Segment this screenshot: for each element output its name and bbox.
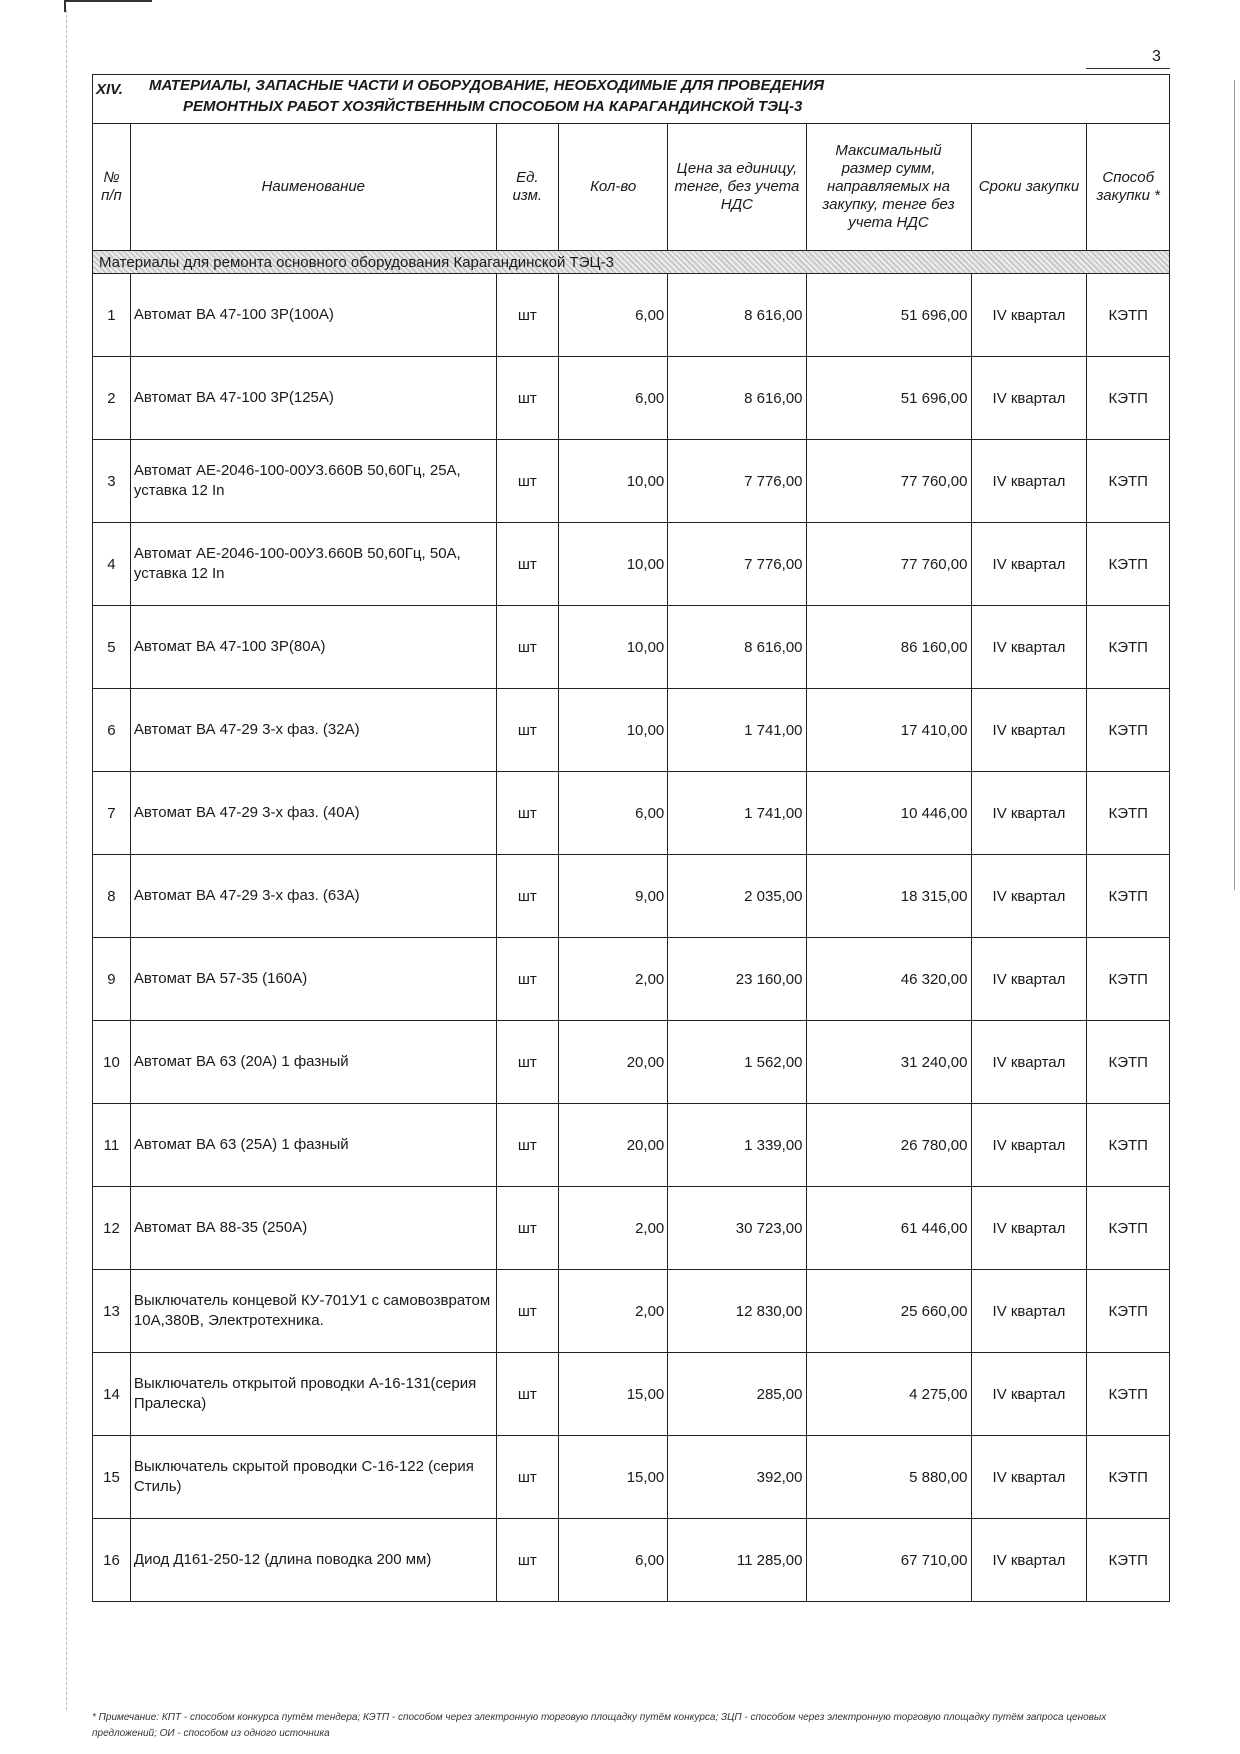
cell-name: Автомат ВА 47-29 3-х фаз. (63А) (130, 855, 496, 938)
cell-max: 67 710,00 (806, 1519, 971, 1602)
cell-term: IV квартал (971, 523, 1087, 606)
header-num: № п/п (93, 124, 131, 251)
cell-method: КЭТП (1087, 1187, 1170, 1270)
cell-qty: 15,00 (559, 1436, 668, 1519)
cell-price: 1 741,00 (668, 689, 806, 772)
cell-max: 5 880,00 (806, 1436, 971, 1519)
table-row (93, 606, 1170, 689)
cell-name: Автомат ВА 88-35 (250А) (130, 1187, 496, 1270)
cell-unit: шт (496, 772, 558, 855)
cell-price: 8 616,00 (668, 274, 806, 357)
cell-method: КЭТП (1087, 1021, 1170, 1104)
header-max-sum: Максимальный размер сумм, направляемых на закупку, тенге без учета НДС (806, 124, 971, 251)
table-row (93, 772, 1170, 855)
cell-method: КЭТП (1087, 938, 1170, 1021)
cell-price: 30 723,00 (668, 1187, 806, 1270)
table-row (93, 357, 1170, 440)
category-row (93, 251, 1170, 274)
cell-term: IV квартал (971, 1021, 1087, 1104)
cell-qty: 2,00 (559, 1187, 668, 1270)
cell-method: КЭТП (1087, 1353, 1170, 1436)
cell-name: Диод Д161-250-12 (длина поводка 200 мм) (130, 1519, 496, 1602)
cell-max: 18 315,00 (806, 855, 971, 938)
cell-max: 4 275,00 (806, 1353, 971, 1436)
cell-name: Автомат ВА 63 (20А) 1 фазный (130, 1021, 496, 1104)
cell-qty: 10,00 (559, 523, 668, 606)
cell-max: 86 160,00 (806, 606, 971, 689)
cell-unit: шт (496, 1187, 558, 1270)
cell-qty: 2,00 (559, 1270, 668, 1353)
cell-name: Выключатель открытой проводки А-16-131(серия Пралеска) (130, 1353, 496, 1436)
cell-name: Автомат АЕ-2046-100-00У3.660В 50,60Гц, 25А, уставка 12 In (130, 440, 496, 523)
cell-unit: шт (496, 1436, 558, 1519)
table-row (93, 1021, 1170, 1104)
cell-method: КЭТП (1087, 357, 1170, 440)
table-row (93, 1436, 1170, 1519)
cell-unit: шт (496, 689, 558, 772)
table-row (93, 1104, 1170, 1187)
cell-qty: 20,00 (559, 1021, 668, 1104)
scan-corner-mark (64, 0, 152, 12)
cell-qty: 6,00 (559, 274, 668, 357)
cell-qty: 20,00 (559, 1104, 668, 1187)
cell-unit: шт (496, 357, 558, 440)
cell-name: Автомат АЕ-2046-100-00У3.660В 50,60Гц, 50А, уставка 12 In (130, 523, 496, 606)
table-row (93, 938, 1170, 1021)
cell-price: 7 776,00 (668, 523, 806, 606)
cell-method: КЭТП (1087, 855, 1170, 938)
cell-method: КЭТП (1087, 523, 1170, 606)
cell-term: IV квартал (971, 1519, 1087, 1602)
cell-name: Автомат ВА 63 (25А) 1 фазный (130, 1104, 496, 1187)
cell-num: 5 (93, 606, 131, 689)
cell-unit: шт (496, 1519, 558, 1602)
cell-max: 51 696,00 (806, 357, 971, 440)
table-row (93, 1270, 1170, 1353)
cell-price: 1 339,00 (668, 1104, 806, 1187)
cell-term: IV квартал (971, 606, 1087, 689)
cell-name: Автомат ВА 47-29 3-х фаз. (40А) (130, 772, 496, 855)
cell-method: КЭТП (1087, 606, 1170, 689)
header-method: Способ закупки * (1087, 124, 1170, 251)
cell-price: 12 830,00 (668, 1270, 806, 1353)
cell-price: 1 562,00 (668, 1021, 806, 1104)
table-row (93, 1187, 1170, 1270)
cell-num: 6 (93, 689, 131, 772)
cell-unit: шт (496, 1270, 558, 1353)
cell-max: 77 760,00 (806, 523, 971, 606)
cell-name: Автомат ВА 47-29 3-х фаз. (32А) (130, 689, 496, 772)
cell-max: 26 780,00 (806, 1104, 971, 1187)
cell-term: IV квартал (971, 1270, 1087, 1353)
cell-max: 31 240,00 (806, 1021, 971, 1104)
cell-name: Выключатель скрытой проводки С-16-122 (серия Стиль) (130, 1436, 496, 1519)
cell-num: 8 (93, 855, 131, 938)
cell-max: 46 320,00 (806, 938, 971, 1021)
cell-term: IV квартал (971, 1353, 1087, 1436)
cell-method: КЭТП (1087, 772, 1170, 855)
cell-price: 7 776,00 (668, 440, 806, 523)
cell-qty: 10,00 (559, 689, 668, 772)
cell-max: 17 410,00 (806, 689, 971, 772)
header-qty: Кол-во (559, 124, 668, 251)
cell-method: КЭТП (1087, 1436, 1170, 1519)
cell-max: 25 660,00 (806, 1270, 971, 1353)
cell-name: Автомат ВА 47-100 3Р(125А) (130, 357, 496, 440)
page-number-rule (1086, 68, 1170, 69)
cell-qty: 6,00 (559, 1519, 668, 1602)
cell-term: IV квартал (971, 1436, 1087, 1519)
cell-unit: шт (496, 440, 558, 523)
cell-price: 8 616,00 (668, 357, 806, 440)
cell-num: 4 (93, 523, 131, 606)
cell-unit: шт (496, 606, 558, 689)
cell-unit: шт (496, 1353, 558, 1436)
cell-name: Автомат ВА 57-35 (160А) (130, 938, 496, 1021)
header-name: Наименование (130, 124, 496, 251)
table-row (93, 855, 1170, 938)
cell-qty: 9,00 (559, 855, 668, 938)
cell-name: Автомат ВА 47-100 3Р(100А) (130, 274, 496, 357)
cell-name: Выключатель концевой КУ-701У1 с самовозвратом 10А,380В, Электротехника. (130, 1270, 496, 1353)
cell-unit: шт (496, 274, 558, 357)
cell-max: 51 696,00 (806, 274, 971, 357)
cell-price: 23 160,00 (668, 938, 806, 1021)
header-term: Сроки закупки (971, 124, 1087, 251)
section-header (92, 74, 1170, 124)
materials-table (92, 123, 1170, 1602)
cell-method: КЭТП (1087, 1104, 1170, 1187)
cell-price: 1 741,00 (668, 772, 806, 855)
cell-price: 285,00 (668, 1353, 806, 1436)
cell-max: 10 446,00 (806, 772, 971, 855)
header-price: Цена за единицу, тенге, без учета НДС (668, 124, 806, 251)
footnote: * Примечание: КПТ - способом конкурса путём тендера; КЭТП - способом через электронную торговую площадку путём конкурса; ЗЦП - способом через электронную торговую площадку путём запроса ценовых предложений; ОИ - способом из одного источника (92, 1712, 1107, 1739)
cell-num: 12 (93, 1187, 131, 1270)
cell-max: 77 760,00 (806, 440, 971, 523)
cell-qty: 6,00 (559, 772, 668, 855)
cell-num: 7 (93, 772, 131, 855)
cell-qty: 6,00 (559, 357, 668, 440)
cell-term: IV квартал (971, 1187, 1087, 1270)
cell-num: 1 (93, 274, 131, 357)
section-title-line-1: МАТЕРИАЛЫ, ЗАПАСНЫЕ ЧАСТИ И ОБОРУДОВАНИЕ, НЕОБХОДИМЫЕ ДЛЯ ПРОВЕДЕНИЯ (149, 77, 825, 94)
section-title (149, 75, 1049, 117)
cell-unit: шт (496, 523, 558, 606)
cell-unit: шт (496, 1021, 558, 1104)
cell-term: IV квартал (971, 689, 1087, 772)
cell-num: 16 (93, 1519, 131, 1602)
cell-num: 14 (93, 1353, 131, 1436)
table-header-row (93, 124, 1170, 251)
cell-term: IV квартал (971, 1104, 1087, 1187)
cell-num: 10 (93, 1021, 131, 1104)
cell-term: IV квартал (971, 938, 1087, 1021)
page-number: 3 (1152, 48, 1161, 65)
cell-qty: 2,00 (559, 938, 668, 1021)
cell-unit: шт (496, 1104, 558, 1187)
cell-term: IV квартал (971, 357, 1087, 440)
cell-qty: 15,00 (559, 1353, 668, 1436)
cell-method: КЭТП (1087, 440, 1170, 523)
cell-unit: шт (496, 938, 558, 1021)
table-row (93, 274, 1170, 357)
cell-num: 13 (93, 1270, 131, 1353)
cell-term: IV квартал (971, 440, 1087, 523)
cell-price: 8 616,00 (668, 606, 806, 689)
table-row (93, 689, 1170, 772)
cell-num: 2 (93, 357, 131, 440)
cell-max: 61 446,00 (806, 1187, 971, 1270)
cell-price: 2 035,00 (668, 855, 806, 938)
cell-price: 11 285,00 (668, 1519, 806, 1602)
cell-num: 9 (93, 938, 131, 1021)
cell-unit: шт (496, 855, 558, 938)
cell-num: 11 (93, 1104, 131, 1187)
cell-qty: 10,00 (559, 606, 668, 689)
section-title-line-2: РЕМОНТНЫХ РАБОТ ХОЗЯЙСТВЕННЫМ СПОСОБОМ НА КАРАГАНДИНСКОЙ ТЭЦ-3 (183, 98, 803, 115)
cell-num: 15 (93, 1436, 131, 1519)
cell-method: КЭТП (1087, 1270, 1170, 1353)
cell-method: КЭТП (1087, 274, 1170, 357)
cell-num: 3 (93, 440, 131, 523)
table-row (93, 523, 1170, 606)
section-number: XIV. (96, 81, 123, 98)
scan-edge-left (66, 10, 67, 1710)
cell-term: IV квартал (971, 855, 1087, 938)
header-unit: Ед. изм. (496, 124, 558, 251)
cell-term: IV квартал (971, 772, 1087, 855)
table-row (93, 440, 1170, 523)
cell-price: 392,00 (668, 1436, 806, 1519)
scan-edge-right (1234, 80, 1235, 890)
cell-term: IV квартал (971, 274, 1087, 357)
table-row (93, 1519, 1170, 1602)
table-row (93, 1353, 1170, 1436)
cell-method: КЭТП (1087, 1519, 1170, 1602)
category-label: Материалы для ремонта основного оборудования Карагандинской ТЭЦ-3 (93, 251, 1170, 274)
cell-name: Автомат ВА 47-100 3Р(80А) (130, 606, 496, 689)
cell-method: КЭТП (1087, 689, 1170, 772)
cell-qty: 10,00 (559, 440, 668, 523)
